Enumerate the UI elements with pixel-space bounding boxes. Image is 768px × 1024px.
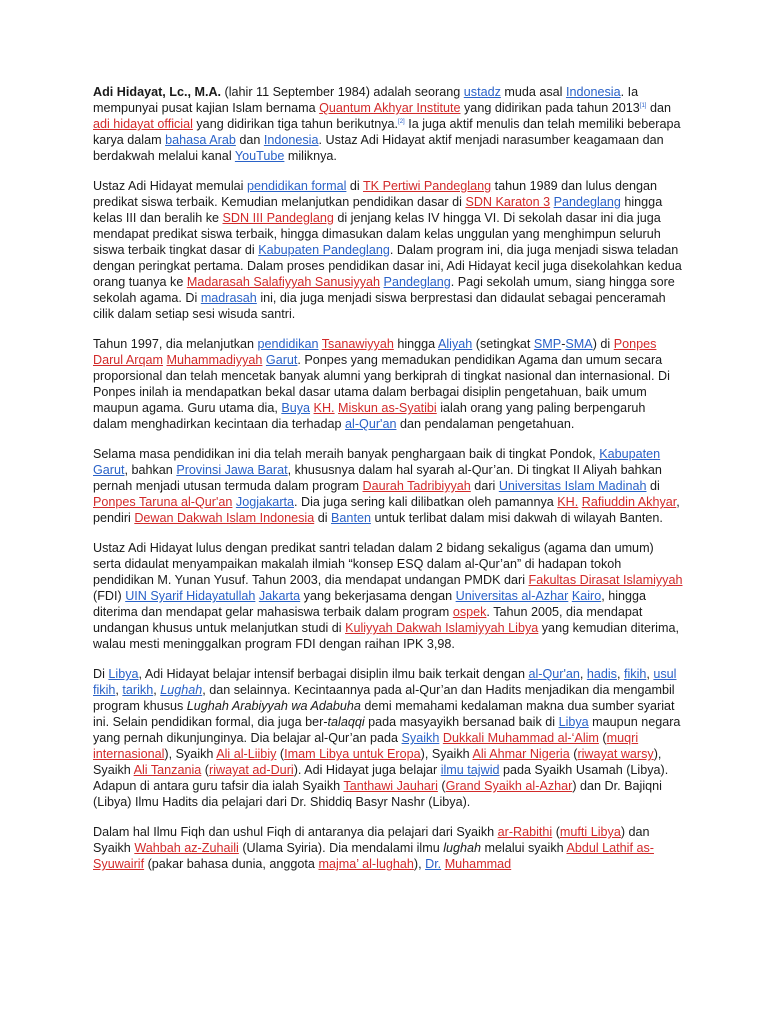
text-run: yang kemudian diterima, walau mesti meninggalkan program FDI dengan raihan IPK 3,98. — [93, 621, 679, 651]
text-run: , — [616, 667, 624, 681]
text-run: ). Adi Hidayat juga belajar — [293, 763, 441, 777]
text-run: melalui syaikh — [481, 841, 567, 855]
text-run: dan pendalaman pengetahuan. — [396, 417, 575, 431]
inline-link[interactable]: adi hidayat official — [93, 117, 193, 131]
text-run: di — [646, 479, 660, 493]
text-run: dan — [646, 101, 671, 115]
text-run: ialah orang yang paling berpengaruh dalam menghadirkan kecintaan dia terhadap — [93, 401, 646, 431]
inline-link[interactable]: KH. — [557, 495, 579, 509]
text-run: ( — [437, 779, 446, 793]
text-run: di — [314, 511, 332, 525]
text-run: untuk terlibat dalam misi dakwah di wilayah Banten. — [370, 511, 663, 525]
text-run: ( — [569, 747, 578, 761]
inline-link[interactable]: Libya — [558, 715, 589, 729]
inline-link[interactable]: Tanthawi Jauhari — [343, 779, 438, 793]
text-run: . Dalam program ini, dia juga menjadi siswa teladan dengan peringkat pertama. Dalam proses pendidikan dasar ini, Adi Hidayat kecil juga disekolahkan kedua orang tuanya ke — [93, 243, 682, 289]
text-run: pada masyayikh bersanad baik di — [364, 715, 559, 729]
inline-link[interactable]: SMP — [533, 337, 562, 351]
italic-term: Lughah Arabiyyah wa Adabuha — [186, 699, 361, 713]
inline-link[interactable]: ustadz — [463, 85, 501, 99]
text-run: . Dia juga sering kali dilibatkan oleh pamannya — [294, 495, 558, 509]
text-run: , — [115, 683, 123, 697]
inline-link[interactable]: Ponpes Darul Arqam — [93, 337, 657, 367]
inline-link[interactable]: tarikh — [122, 683, 154, 697]
inline-link[interactable]: Kairo — [571, 589, 602, 603]
inline-link[interactable]: Garut — [265, 353, 298, 367]
inline-link[interactable]: Syaikh — [401, 731, 440, 745]
inline-link[interactable]: Indonesia — [263, 133, 319, 147]
text-run: ), — [413, 857, 426, 871]
inline-link[interactable]: hadis — [586, 667, 617, 681]
text-run: Ia juga aktif menulis dan telah memiliki beberapa karya dalam — [93, 117, 681, 147]
inline-link[interactable]: pendidikan formal — [246, 179, 347, 193]
inline-link[interactable]: Banten — [331, 511, 371, 525]
inline-link[interactable]: Quantum Akhyar Institute — [319, 101, 461, 115]
text-run: , bahkan — [124, 463, 177, 477]
text-run: , Adi Hidayat belajar intensif berbagai disiplin ilmu baik terkait dengan — [138, 667, 529, 681]
text-run: . Tahun 2005, dia mendapat undangan khusus untuk melanjutkan studi di — [93, 605, 643, 635]
text-run: , — [579, 667, 587, 681]
text-run: demi memahami kedalaman makna dua sumber syariat ini. Selain pendidikan formal, dia juga ber- — [93, 699, 675, 729]
text-run: (lahir 11 September 1984) adalah seorang — [221, 85, 464, 99]
inline-link[interactable]: Ali Tanzania — [133, 763, 202, 777]
text-run: yang didirikan tiga tahun berikutnya. — [192, 117, 399, 131]
text-run: di — [346, 179, 363, 193]
inline-link[interactable]: bahasa Arab — [165, 133, 236, 147]
text-run: ( — [276, 747, 285, 761]
inline-link[interactable]: Fakultas Dirasat Islamiyyah — [528, 573, 683, 587]
inline-link[interactable]: Pandeglang — [383, 275, 451, 289]
inline-link[interactable]: ar-Rabithi — [497, 825, 553, 839]
inline-link[interactable]: majma’ al-lughah — [318, 857, 414, 871]
inline-link[interactable]: riwayat warsy — [577, 747, 654, 761]
text-run: muda asal — [500, 85, 566, 99]
inline-link[interactable]: riwayat ad-Duri — [209, 763, 294, 777]
inline-link[interactable]: fikih — [623, 667, 647, 681]
text-run: . Pagi sekolah umum, siang hingga sore sekolah agama. Di — [93, 275, 675, 305]
text-run: hingga kelas III dan beralih ke — [93, 195, 663, 225]
text-run: . Ustaz Adi Hidayat aktif menjadi narasumber keagamaan dan berdakwah melalui kanal — [93, 133, 664, 163]
text-run: (setingkat — [472, 337, 534, 351]
text-run: tahun 1989 dan lulus dengan predikat siswa terbaik. Kemudian melanjutkan pendidikan dasar di — [93, 179, 658, 209]
inline-link[interactable]: SDN Karaton 3 — [465, 195, 551, 209]
inline-link[interactable]: mufti Libya — [559, 825, 621, 839]
text-run: Dalam hal Ilmu Fiqh dan ushul Fiqh di antaranya dia pelajari dari Syaikh — [93, 825, 498, 839]
inline-link[interactable]: Daurah Tadribiyyah — [362, 479, 471, 493]
inline-link[interactable]: SDN III Pandeglang — [222, 211, 334, 225]
inline-link[interactable]: Indonesia — [565, 85, 621, 99]
text-run: , khususnya dalam hal syarah al-Qur’an. Di tingkat II Aliyah bahkan pernah menjadi utusan termuda dalam program — [93, 463, 662, 493]
text-run: yang bekerjasama dengan — [300, 589, 456, 603]
inline-link[interactable]: Kabupaten Pandeglang — [258, 243, 390, 257]
article-body — [93, 84, 683, 886]
inline-link[interactable]: Imam Libya untuk Eropa — [284, 747, 421, 761]
text-run: , hingga diterima dan mendapat gelar mahasiswa terbaik dalam program — [93, 589, 647, 619]
inline-link[interactable]: Ali Ahmar Nigeria — [472, 747, 570, 761]
text-run: ), Syaikh — [164, 747, 217, 761]
text-run: , — [153, 683, 161, 697]
inline-link[interactable]: Libya — [108, 667, 139, 681]
text-run: hingga — [393, 337, 438, 351]
text-run: maupun negara yang pernah dikunjunginya. Dia belajar al-Qur’an pada — [93, 715, 681, 745]
paragraph-intro — [93, 84, 683, 164]
article-subject-name: Adi Hidayat, Lc., M.A. — [93, 85, 222, 99]
text-run: Ustaz Adi Hidayat memulai — [93, 179, 247, 193]
citation-marker[interactable]: [1] — [639, 102, 647, 109]
text-run: Ustaz Adi Hidayat lulus dengan predikat santri teladan dalam 2 bidang sekaligus (agama dan umum) serta didaulat menyampaikan makalah ilmiah “konsep ESQ dalam al-Qur’an” di hadapan tokoh pendidikan M. Yunan Yusuf. Tahun 2003, dia mendapat undangan PMDK dari — [93, 541, 654, 587]
inline-link[interactable]: usul fikih — [93, 667, 677, 697]
text-run: . Ponpes yang memadukan pendidikan Agama dan umum secara proporsional dan telah mencetak banyak alumni yang berkiprah di tingkat nasional dan internasional. Di Ponpes inilah ia mendapatkan bekal dasar utama dalam berbagai disiplin pengetahuan, baik umum maupun agama. Guru utama dia, — [93, 353, 670, 415]
inline-link[interactable]: Aliyah — [437, 337, 473, 351]
text-run: di jenjang kelas IV hingga VI. Di sekolah dasar ini dia juga mendapat predikat siswa terbaik, hingga dimasukan dalam kelas unggulan yang menghimpun seluruh siswa terbaik tingkat dasar di — [93, 211, 661, 257]
inline-link[interactable]: Buya — [281, 401, 311, 415]
inline-link[interactable]: KH. — [313, 401, 335, 415]
text-run: pada Syaikh Usamah (Libya). Adapun di antara guru tafsir dia ialah Syaikh — [93, 763, 669, 793]
inline-link[interactable]: al-Qur'an — [528, 667, 580, 681]
italic-term: talaqqi — [327, 715, 365, 729]
paragraph-secondary-education — [93, 336, 683, 432]
inline-link[interactable]: TK Pertiwi Pandeglang — [362, 179, 492, 193]
text-run: , — [646, 667, 654, 681]
text-run: dan — [235, 133, 264, 147]
inline-link[interactable]: Pandeglang — [553, 195, 621, 209]
inline-link[interactable]: Jakarta — [258, 589, 301, 603]
text-run: ini, dia juga menjadi siswa berprestasi dan didaulat sebagai penceramah cilik dalam setiap sesi wisuda santri. — [93, 291, 666, 321]
inline-link[interactable]: Madarasah Salafiyyah Sanusiyyah — [186, 275, 381, 289]
inline-link[interactable]: ospek — [452, 605, 487, 619]
text-run: ) dan Syaikh — [93, 825, 650, 855]
inline-link[interactable]: Ponpes Taruna al-Qur'an — [93, 495, 233, 509]
inline-link[interactable]: Ali al-Liibiy — [216, 747, 277, 761]
inline-link[interactable]: muqri internasional — [93, 731, 639, 761]
inline-link[interactable]: Wahbah az-Zuhaili — [134, 841, 239, 855]
inline-link[interactable]: al-Qur'an — [345, 417, 397, 431]
paragraph-awards — [93, 446, 683, 526]
text-run: ), Syaikh — [93, 747, 662, 777]
inline-link[interactable]: Dewan Dakwah Islam Indonesia — [134, 511, 315, 525]
inline-link[interactable]: ilmu tajwid — [440, 763, 500, 777]
text-run: dari — [470, 479, 499, 493]
inline-link[interactable]: Rafiuddin Akhyar — [581, 495, 677, 509]
paragraph-primary-education — [93, 178, 683, 322]
inline-link[interactable]: Universitas Islam Madinah — [498, 479, 647, 493]
text-run: , dan selainnya. Kecintaannya pada al-Qur’an dan Hadits menjadikan dia mengambil program khusus — [93, 683, 675, 713]
text-run: Di — [93, 667, 109, 681]
text-run: ) di — [592, 337, 614, 351]
paragraph-university — [93, 540, 683, 652]
paragraph-fiqh-teachers — [93, 824, 683, 872]
inline-link[interactable]: YouTube — [234, 149, 285, 163]
inline-link[interactable]: Abdul Lathif as-Syuwairif — [93, 841, 654, 871]
inline-link[interactable]: Lughah — [160, 683, 203, 697]
inline-link[interactable]: Kuliyyah Dakwah Islamiyyah Libya — [345, 621, 539, 635]
text-run: Selama masa pendidikan ini dia telah meraih banyak penghargaan baik di tingkat Pondok, — [93, 447, 600, 461]
inline-link[interactable]: madrasah — [200, 291, 257, 305]
paragraph-libya-study — [93, 666, 683, 810]
text-run: miliknya. — [284, 149, 337, 163]
text-run: ) dan Dr. Bajiqni (Libya) Ilmu Hadits dia pelajari dari Dr. Shiddiq Basyr Nashr (Libya). — [93, 779, 662, 809]
text-run: - — [561, 337, 566, 351]
inline-link[interactable]: Kabupaten Garut — [93, 447, 661, 477]
text-run: , pendiri — [93, 495, 680, 525]
text-run: ( — [598, 731, 607, 745]
inline-link[interactable]: Grand Syaikh al-Azhar — [445, 779, 573, 793]
inline-link[interactable]: Miskun as-Syatibi — [338, 401, 437, 415]
inline-link[interactable]: pendidikan — [257, 337, 319, 351]
text-run: (pakar bahasa dunia, anggota — [144, 857, 319, 871]
italic-term: lughah — [443, 841, 482, 855]
text-run: . Ia mempunyai pusat kajian Islam bernama — [93, 85, 639, 115]
text-run: (Ulama Syiria). Dia mendalami ilmu — [238, 841, 444, 855]
inline-link[interactable]: SMA — [565, 337, 593, 351]
inline-link[interactable]: Universitas al-Azhar — [455, 589, 569, 603]
inline-link[interactable]: Tsanawiyyah — [321, 337, 394, 351]
text-run: Tahun 1997, dia melanjutkan — [93, 337, 258, 351]
inline-link[interactable]: UIN Syarif Hidayatullah — [125, 589, 256, 603]
text-run: ), Syaikh — [420, 747, 473, 761]
inline-link[interactable]: Provinsi Jawa Barat — [176, 463, 288, 477]
text-run: (FDI) — [93, 589, 126, 603]
text-run: yang didirikan pada tahun 2013 — [460, 101, 640, 115]
inline-link[interactable]: Jogjakarta — [235, 495, 295, 509]
citation-marker[interactable]: [2] — [398, 118, 405, 125]
text-run: ( — [201, 763, 209, 777]
inline-link[interactable]: Muhammad — [444, 857, 512, 871]
text-run: ( — [552, 825, 560, 839]
inline-link[interactable]: Dr. — [425, 857, 442, 871]
inline-link[interactable]: Dukkali Muhammad al-‘Alim — [442, 731, 599, 745]
inline-link[interactable]: Muhammadiyyah — [166, 353, 263, 367]
